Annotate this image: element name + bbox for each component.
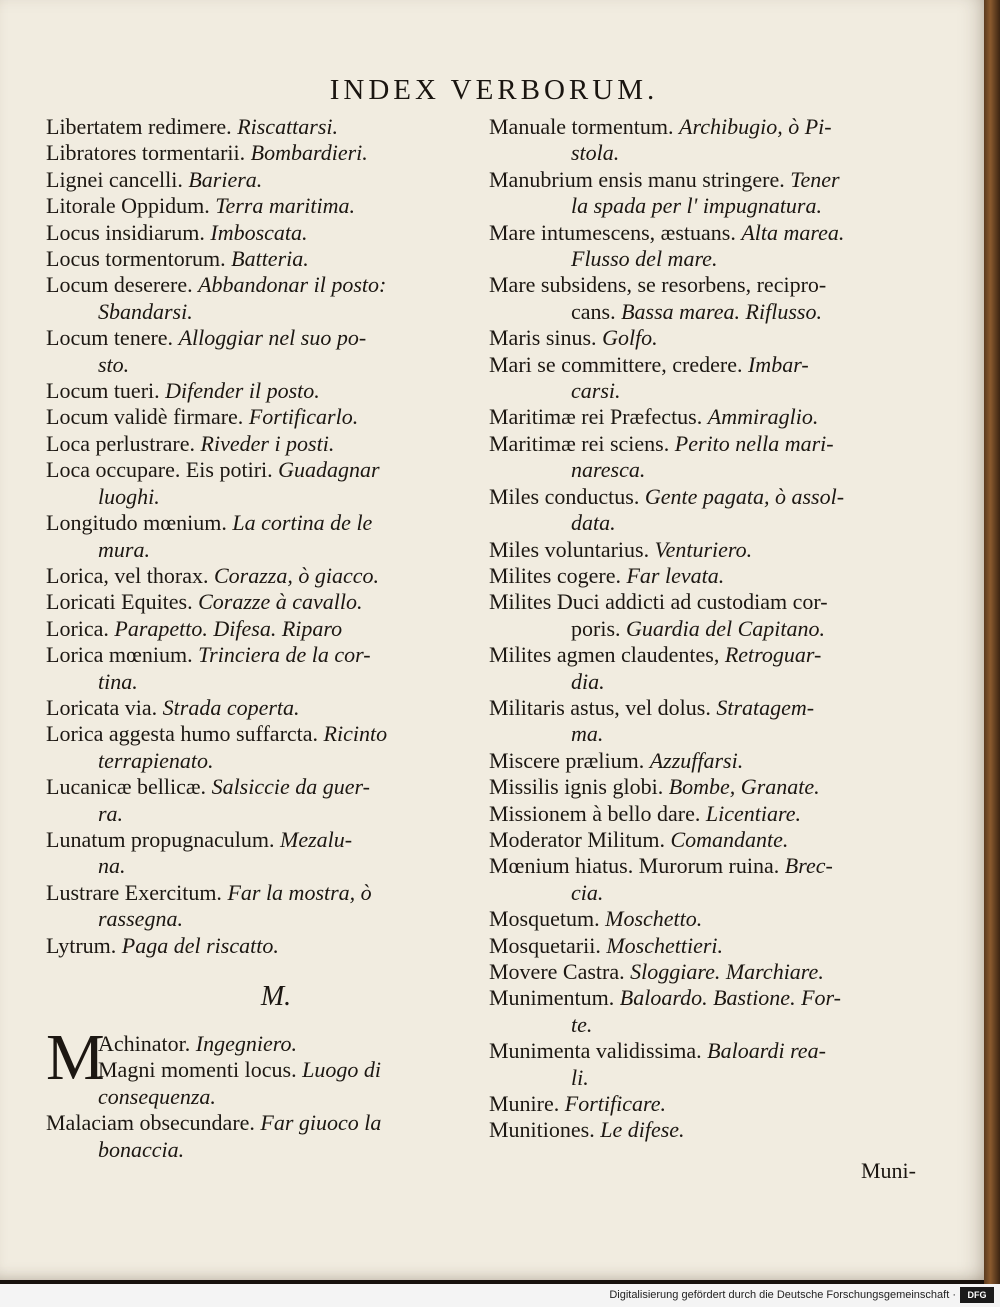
index-entry	[46, 933, 506, 959]
index-entry	[46, 431, 506, 457]
dfg-logo-icon: DFG	[960, 1287, 994, 1303]
italian-translation: Salsiccie da guer-	[211, 774, 370, 800]
italian-translation: carsi.	[571, 378, 621, 404]
italian-translation: Far giuoco la	[260, 1110, 382, 1136]
section-letter-heading: M.	[260, 981, 292, 1012]
index-entry	[489, 906, 949, 932]
index-entry	[489, 1091, 949, 1117]
index-entry	[489, 589, 949, 615]
latin-term: poris.	[571, 615, 621, 641]
latin-term: Manuale tormentum.	[489, 114, 674, 139]
latin-term: Mosquetum.	[489, 906, 600, 932]
latin-term: Mosquetarii.	[489, 932, 601, 958]
italian-translation: La cortina de le	[232, 510, 373, 536]
latin-term: Militaris astus, vel dolus.	[489, 694, 711, 720]
index-entry-continuation	[489, 299, 949, 325]
italian-translation: Terra maritima.	[215, 193, 356, 219]
italian-translation: Comandante.	[670, 826, 789, 852]
index-entry-continuation	[489, 880, 949, 906]
italian-translation: ra.	[98, 800, 124, 826]
italian-translation: stola.	[571, 140, 620, 166]
latin-term: Locum tueri.	[46, 378, 160, 404]
latin-term: Litorale Oppidum.	[46, 193, 210, 219]
italian-translation: Alta marea.	[741, 219, 845, 245]
italian-translation: Corazze à cavallo.	[198, 589, 363, 615]
index-entry	[46, 827, 506, 853]
italian-translation: Strada coperta.	[162, 694, 300, 720]
index-entry	[489, 959, 949, 985]
italian-translation: cia.	[571, 879, 604, 905]
index-entry	[46, 167, 506, 193]
index-entry-continuation	[489, 510, 949, 536]
italian-translation: te.	[571, 1011, 593, 1037]
latin-term: Magni momenti locus.	[98, 1057, 297, 1083]
latin-term: Mare subsidens, se resorbens, recipro-	[489, 272, 827, 298]
italian-translation: Paga del riscatto.	[121, 932, 279, 958]
latin-term: Lorica aggesta humo suffarcta.	[46, 721, 319, 747]
index-entry	[46, 272, 506, 298]
latin-term: Libertatem redimere.	[46, 114, 232, 139]
italian-translation: li.	[571, 1064, 589, 1090]
italian-translation: dia.	[571, 668, 605, 694]
latin-term: Lustrare Exercitum.	[46, 879, 222, 905]
italian-translation: Far la mostra, ò	[227, 879, 372, 905]
italian-translation: sto.	[98, 351, 130, 377]
latin-term: Missionem à bello dare.	[489, 800, 701, 826]
latin-term: Movere Castra.	[489, 959, 625, 984]
entry-list-m	[46, 1110, 506, 1163]
latin-term: Loricati Equites.	[46, 589, 193, 615]
index-entry-continuation	[46, 484, 506, 510]
left-column	[46, 114, 506, 1163]
latin-term: Locus tormentorum.	[46, 246, 226, 272]
italian-translation: Le difese.	[600, 1117, 685, 1143]
italian-translation: Archibugio, ò Pi-	[679, 114, 832, 139]
index-entry	[46, 880, 506, 906]
dropcap-line-1	[98, 1031, 506, 1057]
index-entry	[46, 510, 506, 536]
latin-term: Lucanicæ bellicæ.	[46, 774, 207, 800]
italian-translation: bonaccia.	[98, 1136, 185, 1162]
index-entry-continuation	[489, 1065, 949, 1091]
italian-translation: Difender il posto.	[165, 378, 320, 404]
italian-translation: Far levata.	[626, 562, 725, 588]
latin-term: Milites cogere.	[489, 562, 621, 588]
italian-translation: Ammiraglio.	[707, 404, 819, 430]
index-entry	[489, 695, 949, 721]
italian-translation: Golfo.	[602, 325, 658, 351]
book-edge	[984, 0, 1000, 1284]
italian-translation: Licentiare.	[705, 800, 802, 826]
index-entry-continuation	[489, 140, 949, 166]
index-entry	[46, 642, 506, 668]
index-entry	[46, 193, 506, 219]
index-entry-continuation	[46, 352, 506, 378]
index-entry	[46, 589, 506, 615]
index-entry	[489, 1117, 949, 1143]
index-entry-continuation	[489, 457, 949, 483]
italian-translation: Brec-	[784, 853, 833, 879]
index-entry	[489, 774, 949, 800]
latin-term: Locum tenere.	[46, 325, 174, 351]
index-entry	[489, 431, 949, 457]
index-entry-continuation	[46, 299, 506, 325]
latin-term: Lunatum propugnaculum.	[46, 826, 275, 852]
index-entry-continuation	[46, 669, 506, 695]
dropcap-entry	[46, 1021, 506, 1110]
index-entry	[46, 563, 506, 589]
latin-term: Mare intumescens, æstuans.	[489, 219, 736, 245]
italian-translation: Venturiero.	[654, 536, 753, 562]
latin-term: Maritimæ rei sciens.	[489, 430, 670, 456]
italian-translation: Gente pagata, ò assol-	[644, 483, 845, 509]
index-entry	[489, 985, 949, 1011]
index-entry	[489, 325, 949, 351]
latin-term: Munimenta validissima.	[489, 1038, 702, 1064]
footer-credit: Digitalisierung gefördert durch die Deutsche Forschungsgemeinschaft ·	[609, 1289, 956, 1301]
latin-term: Mœnium hiatus. Murorum ruina.	[489, 853, 780, 879]
right-column	[489, 114, 949, 1144]
index-entry	[489, 220, 949, 246]
index-entry	[489, 563, 949, 589]
italian-translation: Ricinto	[323, 721, 388, 747]
italian-translation: ma.	[571, 721, 604, 747]
index-entry	[46, 695, 506, 721]
italian-translation: Fortificare.	[564, 1091, 666, 1117]
index-entry	[489, 933, 949, 959]
italian-translation: Trinciera de la cor-	[198, 642, 371, 668]
italian-translation: Fortificarlo.	[248, 404, 359, 430]
italian-translation: Guardia del Capitano.	[626, 615, 826, 641]
latin-term: Munire.	[489, 1091, 560, 1117]
index-entry	[489, 537, 949, 563]
dropcap-line-2	[98, 1057, 506, 1083]
italian-translation: Baloardi rea-	[707, 1038, 826, 1064]
index-entry	[489, 853, 949, 879]
index-entry-continuation	[489, 246, 949, 272]
index-entry	[489, 827, 949, 853]
index-entry	[489, 748, 949, 774]
index-entry	[489, 404, 949, 430]
latin-term: Lignei cancelli.	[46, 166, 183, 192]
italian-translation: Retroguar-	[724, 642, 822, 668]
latin-term: Locum validè firmare.	[46, 404, 244, 430]
entry-list-l	[46, 114, 506, 959]
digitization-footer	[0, 1284, 1000, 1307]
latin-term: Achinator.	[98, 1031, 191, 1056]
italian-translation: Riveder i posti.	[200, 430, 335, 456]
italian-translation: rassegna.	[98, 906, 183, 932]
index-entry-continuation	[489, 1012, 949, 1038]
italian-translation: Bombe, Granate.	[668, 774, 820, 800]
latin-term: Maritimæ rei Præfectus.	[489, 404, 703, 430]
index-entry	[46, 220, 506, 246]
latin-term: Maris sinus.	[489, 325, 597, 351]
italian-translation: Bariera.	[188, 166, 263, 192]
index-entry	[46, 1110, 506, 1136]
index-entry	[489, 642, 949, 668]
index-entry-continuation	[46, 1137, 506, 1163]
index-entry	[489, 1038, 949, 1064]
italian-translation: Perito nella mari-	[674, 430, 834, 456]
index-entry-continuation	[46, 748, 506, 774]
latin-term: Longitudo mœnium.	[46, 510, 227, 536]
italian-translation: Moschetto.	[605, 906, 703, 932]
index-entry	[489, 167, 949, 193]
latin-term: Libratores tormentarii.	[46, 140, 246, 166]
italian-translation: Guadagnar	[278, 457, 380, 483]
italian-translation: luoghi.	[98, 483, 160, 509]
italian-translation: Mezalu-	[280, 826, 353, 852]
index-entry	[489, 352, 949, 378]
index-entry-continuation	[46, 906, 506, 932]
italian-translation: Sloggiare. Marchiare.	[630, 959, 824, 984]
italian-translation: Alloggiar nel suo po-	[178, 325, 367, 351]
latin-term: Munitiones.	[489, 1117, 595, 1143]
index-entry-continuation	[46, 801, 506, 827]
italian-translation: Imboscata.	[210, 219, 308, 245]
index-entry	[46, 140, 506, 166]
latin-term: Lorica.	[46, 615, 109, 641]
latin-term: Missilis ignis globi.	[489, 774, 664, 800]
italian-translation: Corazza, ò giacco.	[214, 562, 379, 588]
index-entry-continuation	[489, 721, 949, 747]
italian-translation: data.	[571, 510, 616, 536]
latin-term: Lorica mœnium.	[46, 642, 193, 668]
index-entry	[46, 246, 506, 272]
italian-translation: la spada per l' impugnatura.	[571, 193, 822, 219]
index-entry	[46, 404, 506, 430]
latin-term: Munimentum.	[489, 985, 615, 1011]
index-entry-continuation	[489, 193, 949, 219]
index-entry-continuation	[489, 669, 949, 695]
italian-translation: Abbandonar il posto:	[198, 272, 387, 298]
latin-term: Miles conductus.	[489, 483, 640, 509]
index-entry	[489, 484, 949, 510]
italian-translation: Azzuffarsi.	[649, 747, 744, 773]
latin-term: cans.	[571, 298, 616, 324]
italian-translation: Flusso del mare.	[571, 246, 718, 272]
catchword: Muni-	[861, 1158, 916, 1183]
italian-translation: terrapienato.	[98, 747, 214, 773]
latin-term: Lorica, vel thorax.	[46, 562, 209, 588]
italian-translation: Moschettieri.	[606, 932, 724, 958]
italian-translation: Batteria.	[231, 246, 309, 272]
latin-term: Mari se committere, credere.	[489, 351, 743, 377]
index-entry-continuation	[489, 616, 949, 642]
dropcap-line-3: consequenza.	[98, 1083, 216, 1109]
latin-term: Milites agmen claudentes,	[489, 642, 720, 668]
latin-term: Miles voluntarius.	[489, 536, 650, 562]
latin-term: Malaciam obsecundare.	[46, 1110, 255, 1136]
latin-term: Milites Duci addicti ad custodiam cor-	[489, 589, 828, 615]
index-entry	[489, 272, 949, 298]
entry-list-m-cont	[489, 114, 949, 1144]
latin-term: Lytrum.	[46, 932, 117, 958]
dropcap-letter: M	[46, 1021, 105, 1094]
index-entry	[46, 457, 506, 483]
index-entry-continuation	[489, 378, 949, 404]
index-entry-continuation	[46, 853, 506, 879]
index-entry	[46, 378, 506, 404]
italian-translation: Riscattarsi.	[237, 114, 339, 139]
index-entry	[489, 114, 949, 140]
page-title: INDEX VERBORUM.	[329, 74, 659, 106]
index-entry	[46, 721, 506, 747]
index-entry	[46, 325, 506, 351]
italian-translation: Bombardieri.	[250, 140, 368, 166]
index-entry	[46, 114, 506, 140]
latin-term: Loca perlustrare.	[46, 430, 196, 456]
latin-term: Loca occupare. Eis potiri.	[46, 457, 273, 483]
latin-term: Miscere prælium.	[489, 747, 645, 773]
italian-translation: Ingegniero.	[195, 1031, 297, 1056]
index-entry	[489, 801, 949, 827]
latin-term: Locus insidiarum.	[46, 219, 205, 245]
italian-translation: Stratagem-	[716, 694, 815, 720]
italian-translation: Parapetto. Difesa. Riparo	[114, 615, 343, 641]
italian-translation: na.	[98, 853, 126, 879]
index-entry	[46, 774, 506, 800]
italian-translation: Imbar-	[747, 351, 809, 377]
italian-translation: mura.	[98, 536, 150, 562]
italian-translation: Bassa marea. Riflusso.	[621, 298, 822, 324]
latin-term: Moderator Militum.	[489, 826, 665, 852]
latin-term: Locum deserere.	[46, 272, 193, 298]
index-entry-continuation	[46, 537, 506, 563]
italian-translation: Baloardo. Bastione. For-	[619, 985, 841, 1011]
italian-translation: Tener	[790, 166, 840, 192]
index-entry	[46, 616, 506, 642]
italian-translation: Luogo di	[302, 1057, 381, 1083]
latin-term: Loricata via.	[46, 694, 158, 720]
italian-translation: Sbandarsi.	[98, 298, 193, 324]
italian-translation: naresca.	[571, 457, 646, 483]
latin-term: Manubrium ensis manu stringere.	[489, 166, 785, 192]
italian-translation: tina.	[98, 668, 138, 694]
